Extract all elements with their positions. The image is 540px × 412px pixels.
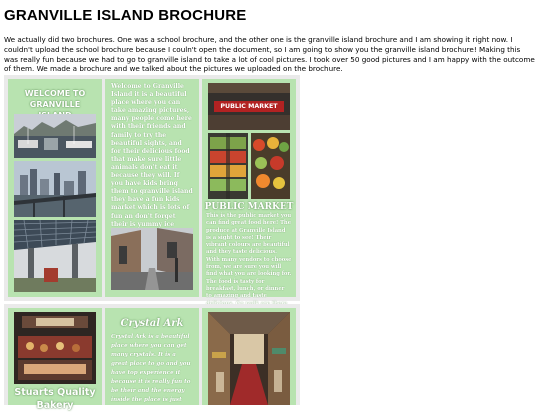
- market-panel: [202, 79, 296, 300]
- produce-stand-photo: [208, 133, 248, 199]
- bakery-title: Stuarts Quality Bakery: [14, 387, 96, 411]
- welcome-title: WELCOME TO GRANVILLE: [24, 89, 86, 109]
- crystal-store-panel: [202, 308, 296, 405]
- bridge-underside-photo: [14, 220, 96, 292]
- intro-text: Welcome to Granville Island it is a beautiful place where you can take amazing pictures, many people come here with their friends and family to try the beautiful sights, and for their delicious food that make sure little animals don't eat it because they will. If you have kids bring them to granville island they have a fun kids market which is lots of fun an don't forget their is yummy ice: [111, 83, 193, 228]
- intro-panel: [105, 79, 199, 297]
- market-title: PUBLIC MARKET: [204, 202, 294, 212]
- crystal-title: Crystal Ark: [120, 318, 184, 329]
- brochure-image-2[interactable]: [4, 304, 300, 411]
- marina-photo: [14, 114, 96, 158]
- market-text: This is the public market you can find great food here! The produce at Granville Island is a sight to see! Their vibrant colours are beautiful and they taste delicious. With many vendors to choose from, we are sure you will find what you are looking for. The food is tasty for breakfast, lunch, or dinner to amazing and taste: [206, 213, 292, 300]
- bakery-panel: [8, 308, 102, 411]
- brochure-image-1[interactable]: [4, 75, 300, 301]
- bakery-photo: [14, 312, 96, 384]
- market-street-photo: [111, 228, 193, 290]
- market-sign-text: PUBLIC MARKET: [220, 103, 278, 110]
- page-title: GRANVILLE ISLAND BROCHURE: [4, 7, 247, 24]
- crystal-text: Crystal Ark is a beautiful place where you can get many crystals. It is a great place to go and you have top experience it because it is really fun to be their and the energy inside the place is just: [111, 334, 191, 403]
- crystal-panel: [105, 308, 199, 405]
- description-paragraph: We actually did two brochures. One was a school brochure, and the other one is the granville island brochure and I am showing it right now. I couldn't upload the school brochure because I couln't open the document, so I am going to show you the granville island brochure! Making this was really fun because we had to go to granville island to take a lot of cool pictures. I took over 50 good pictures and I am happy with the outcome of them. We made a brochure and we talked about the pictures we uploaded on the brochure.: [4, 35, 535, 74]
- crystal-store-photo: [208, 312, 290, 405]
- market-sign-photo: [208, 83, 290, 130]
- welcome-panel: [8, 79, 102, 297]
- city-skyline-photo: [14, 161, 96, 217]
- vegetables-photo: [251, 133, 290, 199]
